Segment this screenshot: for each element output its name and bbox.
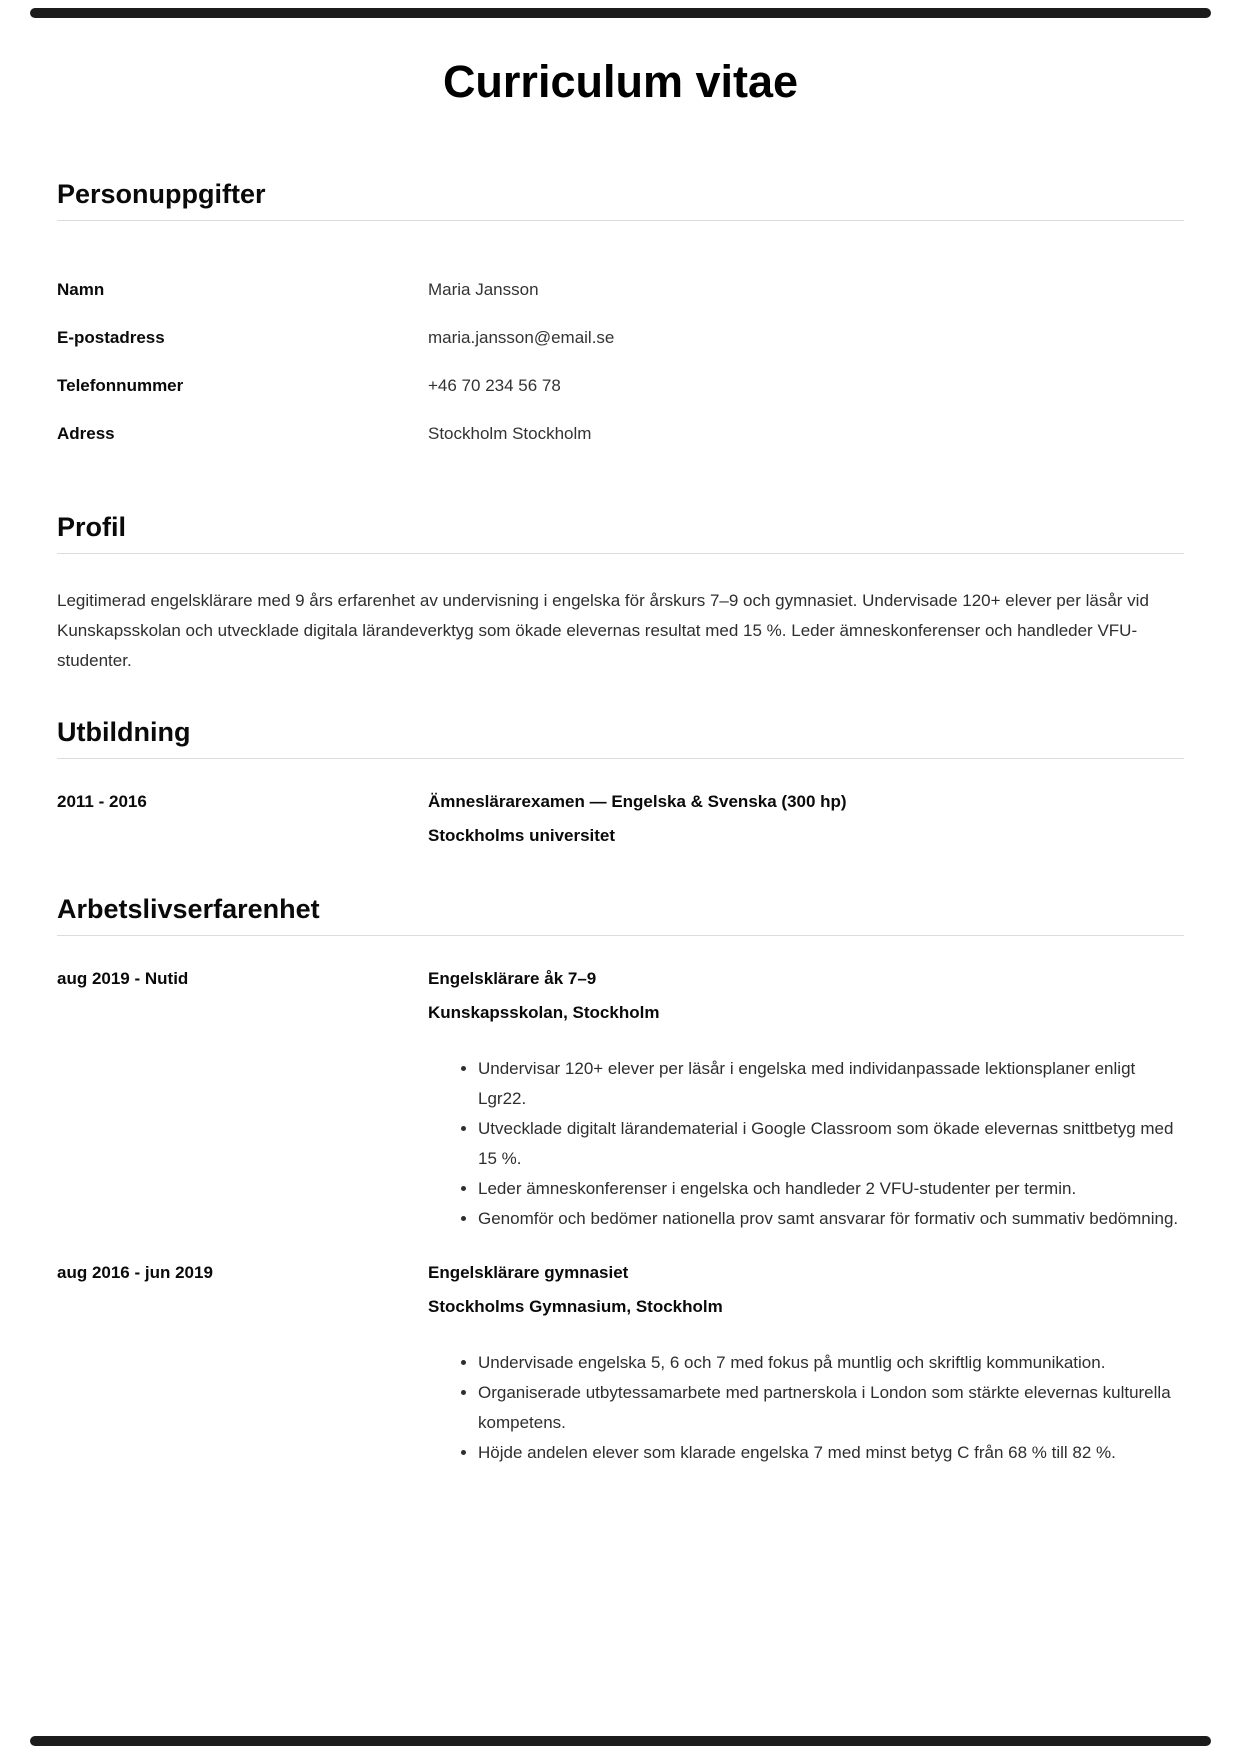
experience-entry-1 [57, 964, 1184, 1234]
entry-body [428, 1258, 1184, 1468]
detail-row-adress [57, 419, 1184, 449]
detail-row-epostadress [57, 323, 1184, 353]
profile-summary-text: Legitimerad engelsklärare med 9 års erfarenhet av undervisning i engelska för årskurs 7–9 och gymnasiet. Undervisade 120+ elever per läsår vid Kunskapsskolan och utvecklade digitala lärandeverktyg som ökade elevernas resultat med 15 %. Leder ämneskonferenser och handleder VFU-studenter. [57, 590, 1149, 670]
entry-subtitle: Kunskapsskolan, Stockholm [428, 1002, 660, 1022]
entry-period: 2011 - 2016 [57, 791, 147, 811]
section-divider [57, 220, 1184, 221]
section-divider [57, 553, 1184, 554]
top-accent-bar [30, 8, 1211, 18]
entry-body [428, 964, 1184, 1234]
experience-section-heading: Arbetslivserfarenhet [57, 893, 320, 924]
page-title: Curriculum vitae [442, 56, 799, 107]
profile-section-heading: Profil [57, 511, 127, 542]
entry-subtitle: Stockholms Gymnasium, Stockholm [428, 1296, 723, 1316]
education-entry [57, 787, 1184, 851]
section-profil [57, 511, 1184, 676]
detail-value: maria.jansson@email.se [428, 327, 615, 347]
detail-label: Telefonnummer [57, 375, 184, 395]
personal-detail-rows [57, 275, 1184, 449]
bullet-item: • Utvecklade digitalt lärandematerial i Google Classroom som ökade elevernas snittbetyg med 15 %. [478, 1114, 1184, 1174]
bullet-item: • Undervisar 120+ elever per läsår i engelska med individanpassade lektionsplaner enligt Lgr22. [478, 1054, 1184, 1114]
detail-value: +46 70 234 56 78 [428, 375, 561, 395]
bottom-accent-bar [30, 1736, 1211, 1746]
entry-bullet-list [428, 1054, 1184, 1234]
bullet-item: • Leder ämneskonferenser i engelska och handleder 2 VFU-studenter per termin. [478, 1174, 1184, 1204]
bullet-item: • Höjde andelen elever som klarade engelska 7 med minst betyg C från 68 % till 82 %. [478, 1438, 1184, 1468]
education-section-heading: Utbildning [57, 716, 191, 747]
entry-title: Engelsklärare åk 7–9 [428, 968, 597, 988]
bullet-item: • Undervisade engelska 5, 6 och 7 med fokus på muntlig och skriftlig kommunikation. [478, 1348, 1184, 1378]
detail-row-telefonnummer [57, 371, 1184, 401]
personal-section-heading: Personuppgifter [57, 178, 266, 209]
detail-value: Maria Jansson [428, 279, 539, 299]
detail-label: Namn [57, 279, 105, 299]
entry-period: aug 2019 - Nutid [57, 968, 189, 988]
section-utbildning [57, 716, 1184, 851]
experience-entry-2 [57, 1258, 1184, 1468]
detail-value: Stockholm Stockholm [428, 423, 592, 443]
entry-period: aug 2016 - jun 2019 [57, 1262, 213, 1282]
section-divider [57, 758, 1184, 759]
entry-title: Engelsklärare gymnasiet [428, 1262, 629, 1282]
entry-body [428, 787, 1184, 851]
detail-label: E-postadress [57, 327, 165, 347]
section-personuppgifter [57, 178, 1184, 449]
section-divider [57, 935, 1184, 936]
bullet-item: • Genomför och bedömer nationella prov samt ansvarar för formativ och summativ bedömning. [478, 1204, 1184, 1234]
detail-row-namn [57, 275, 1184, 305]
section-arbetslivserfarenhet [57, 893, 1184, 1468]
entry-subtitle: Stockholms universitet [428, 825, 616, 845]
entry-title: Ämneslärarexamen — Engelska & Svenska (300 hp) [428, 791, 847, 811]
bullet-item: • Organiserade utbytessamarbete med partnerskola i London som stärkte elevernas kulturella kompetens. [478, 1378, 1184, 1438]
detail-label: Adress [57, 423, 115, 443]
entry-bullet-list [428, 1348, 1184, 1468]
